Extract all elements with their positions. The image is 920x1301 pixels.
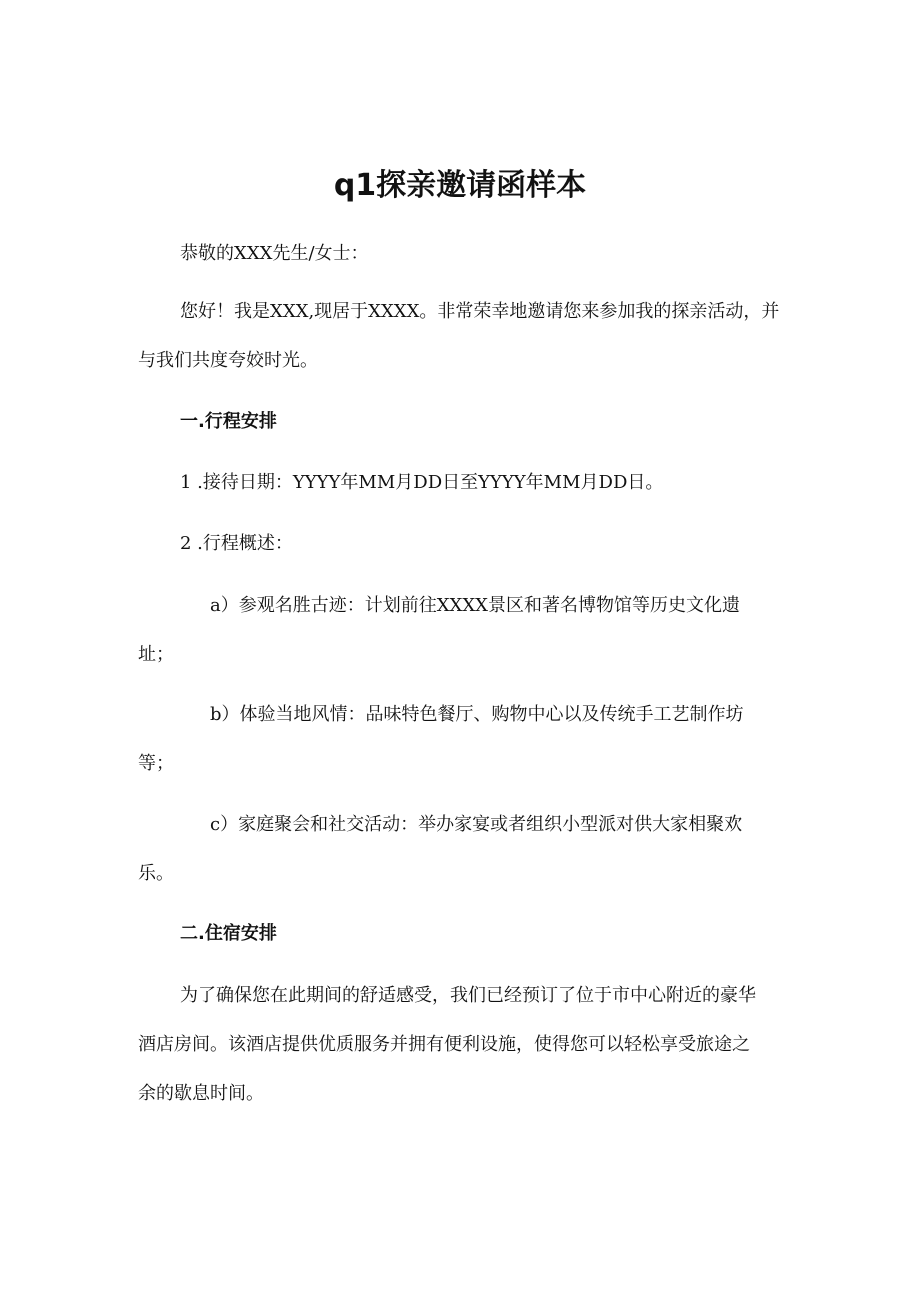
overview-sub-b-line-2: 等；	[138, 753, 174, 774]
accommodation-line-2: 酒店房间。该酒店提供优质服务并拥有便利设施，使得您可以轻松享受旅途之	[138, 1034, 750, 1055]
overview-sub-a-line-1: a）参观名胜古迹：计划前往XXXX景区和著名博物馆等历史文化遗	[210, 595, 740, 616]
overview-sub-a-line-2: 址；	[138, 644, 174, 665]
document-title: q1探亲邀请函样本	[333, 168, 587, 203]
accommodation-line-3: 余的歇息时间。	[138, 1083, 264, 1104]
accommodation-line-1: 为了确保您在此期间的舒适感受，我们已经预订了位于市中心附近的豪华	[180, 985, 756, 1006]
salutation: 恭敬的XXX先生/女士：	[180, 243, 369, 264]
intro-line-2: 与我们共度夸姣时光。	[138, 350, 318, 371]
section-heading-itinerary: 一.行程安排	[180, 411, 277, 432]
intro-line-1: 您好！我是XXX,现居于XXXX。非常荣幸地邀请您来参加我的探亲活动，并	[180, 301, 780, 322]
section-heading-accommodation: 二.住宿安排	[180, 923, 277, 944]
overview-sub-b-line-1: b）体验当地风情：品味特色餐厅、购物中心以及传统手工艺制作坊	[210, 704, 744, 725]
overview-sub-c-line-2: 乐。	[138, 863, 174, 884]
itinerary-item-overview: 2 .行程概述：	[180, 533, 293, 554]
overview-sub-c-line-1: c）家庭聚会和社交活动：举办家宴或者组织小型派对供大家相聚欢	[210, 814, 743, 835]
itinerary-item-dates: 1 .接待日期：YYYY年MM月DD日至YYYY年MM月DD日。	[180, 472, 664, 493]
